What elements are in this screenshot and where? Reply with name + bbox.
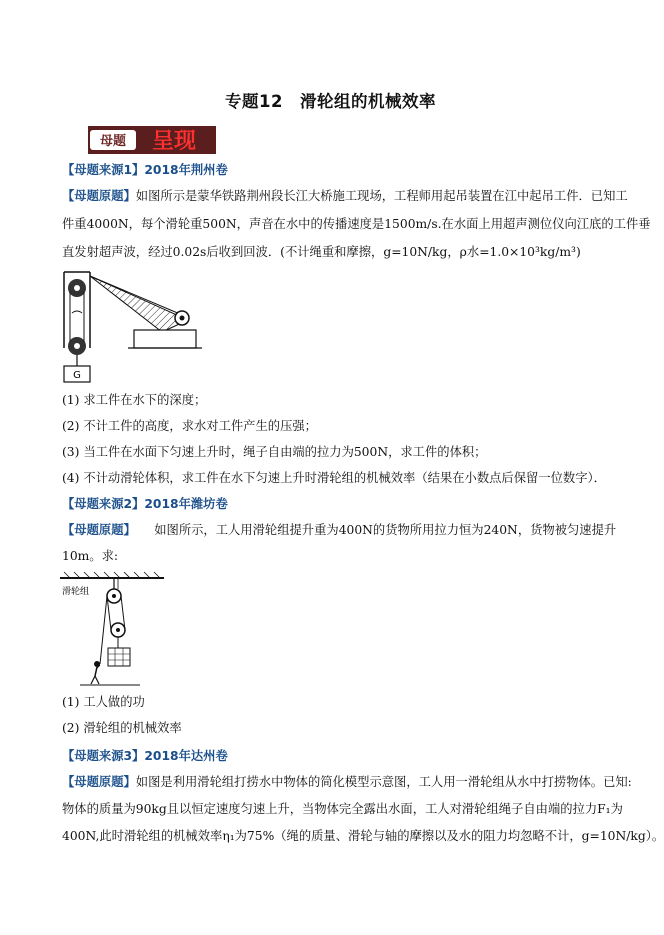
q2-pulley-figure — [60, 572, 164, 686]
page-title: 专题12 滑轮组的机械效率 — [225, 92, 436, 111]
q1-item-4: (4) 不计动滑轮体积，求工件在水下匀速上升时滑轮组的机械效率（结果在小数点后保留一位数字）． — [62, 471, 606, 485]
q1-item-1: (1) 求工件在水下的深度； — [62, 393, 207, 407]
banner-graphic — [88, 126, 216, 154]
q1-figure-label: G — [73, 370, 81, 381]
q2-line-1-text: 如图所示，工人用滑轮组提升重为400N的货物所用拉力恒为240N，货物被匀速提升 — [129, 523, 617, 537]
q1-line-3: 直发射超声波，经过0.02s后收到回波．(不计绳重和摩擦，g=10N/kg，ρ水=1.0×10³kg/m³) — [62, 245, 581, 259]
q3-source — [62, 746, 599, 767]
q3-text-tag: 【母题原题】 — [62, 775, 136, 789]
banner-right-text: 呈现 — [151, 129, 197, 154]
q2-line-2: 10m。求: — [62, 549, 119, 563]
banner-left-text: 母题 — [99, 134, 127, 149]
q1-source-tag: 【母题来源1】 — [62, 163, 145, 177]
q3-source-tag: 【母题来源3】 — [62, 749, 145, 763]
q2-source — [62, 494, 599, 515]
q3-line-3: 400N,此时滑轮组的机械效率η₁为75%（绳的质量、滑轮与轴的摩擦以及水的阻力均忽略不计，g=10N/kg）。 — [62, 829, 664, 843]
q1-item-2: (2) 不计工件的高度，求水对工件产生的压强； — [62, 419, 317, 433]
q2-figure-label: 滑轮组 — [62, 587, 90, 597]
q3-line-1-text: 如图是利用滑轮组打捞水中物体的简化模型示意图，工人用一滑轮组从水中打捞物体。已知: — [135, 775, 632, 789]
q3-source-year: 2018年达州卷 — [144, 749, 228, 763]
q3-line-2: 物体的质量为90kg且以恒定速度匀速上升，当物体完全露出水面，工人对滑轮组绳子自由端的拉力F₁为 — [62, 802, 623, 816]
q1-text-tag: 【母题原题】 — [62, 189, 136, 203]
q1-source-year: 2018年荆州卷 — [144, 163, 228, 177]
q1-line-1 — [62, 186, 628, 207]
q3-line-1 — [62, 772, 632, 793]
q2-source-year: 2018年潍坊卷 — [144, 497, 228, 511]
q1-line-1-text: 如图所示是蒙华铁路荆州段长江大桥施工现场，工程师用起吊装置在江中起吊工件．已知工 — [135, 189, 628, 203]
q2-source-tag: 【母题来源2】 — [62, 497, 145, 511]
q2-item-1: (1) 工人做的功 — [62, 695, 145, 709]
q1-crane-figure — [58, 268, 208, 386]
q1-line-2: 件重4000N，每个滑轮重500N，声音在水中的传播速度是1500m/s.在水面上用超声测位仪向江底的工件垂 — [62, 217, 651, 231]
q2-line-1 — [62, 520, 617, 541]
q1-source — [62, 160, 599, 181]
q2-text-tag: 【母题原题】 — [62, 523, 130, 537]
q2-item-2: (2) 滑轮组的机械效率 — [62, 721, 182, 735]
q1-item-3: (3) 当工件在水面下匀速上升时，绳子自由端的拉力为500N，求工件的体积； — [62, 445, 487, 459]
